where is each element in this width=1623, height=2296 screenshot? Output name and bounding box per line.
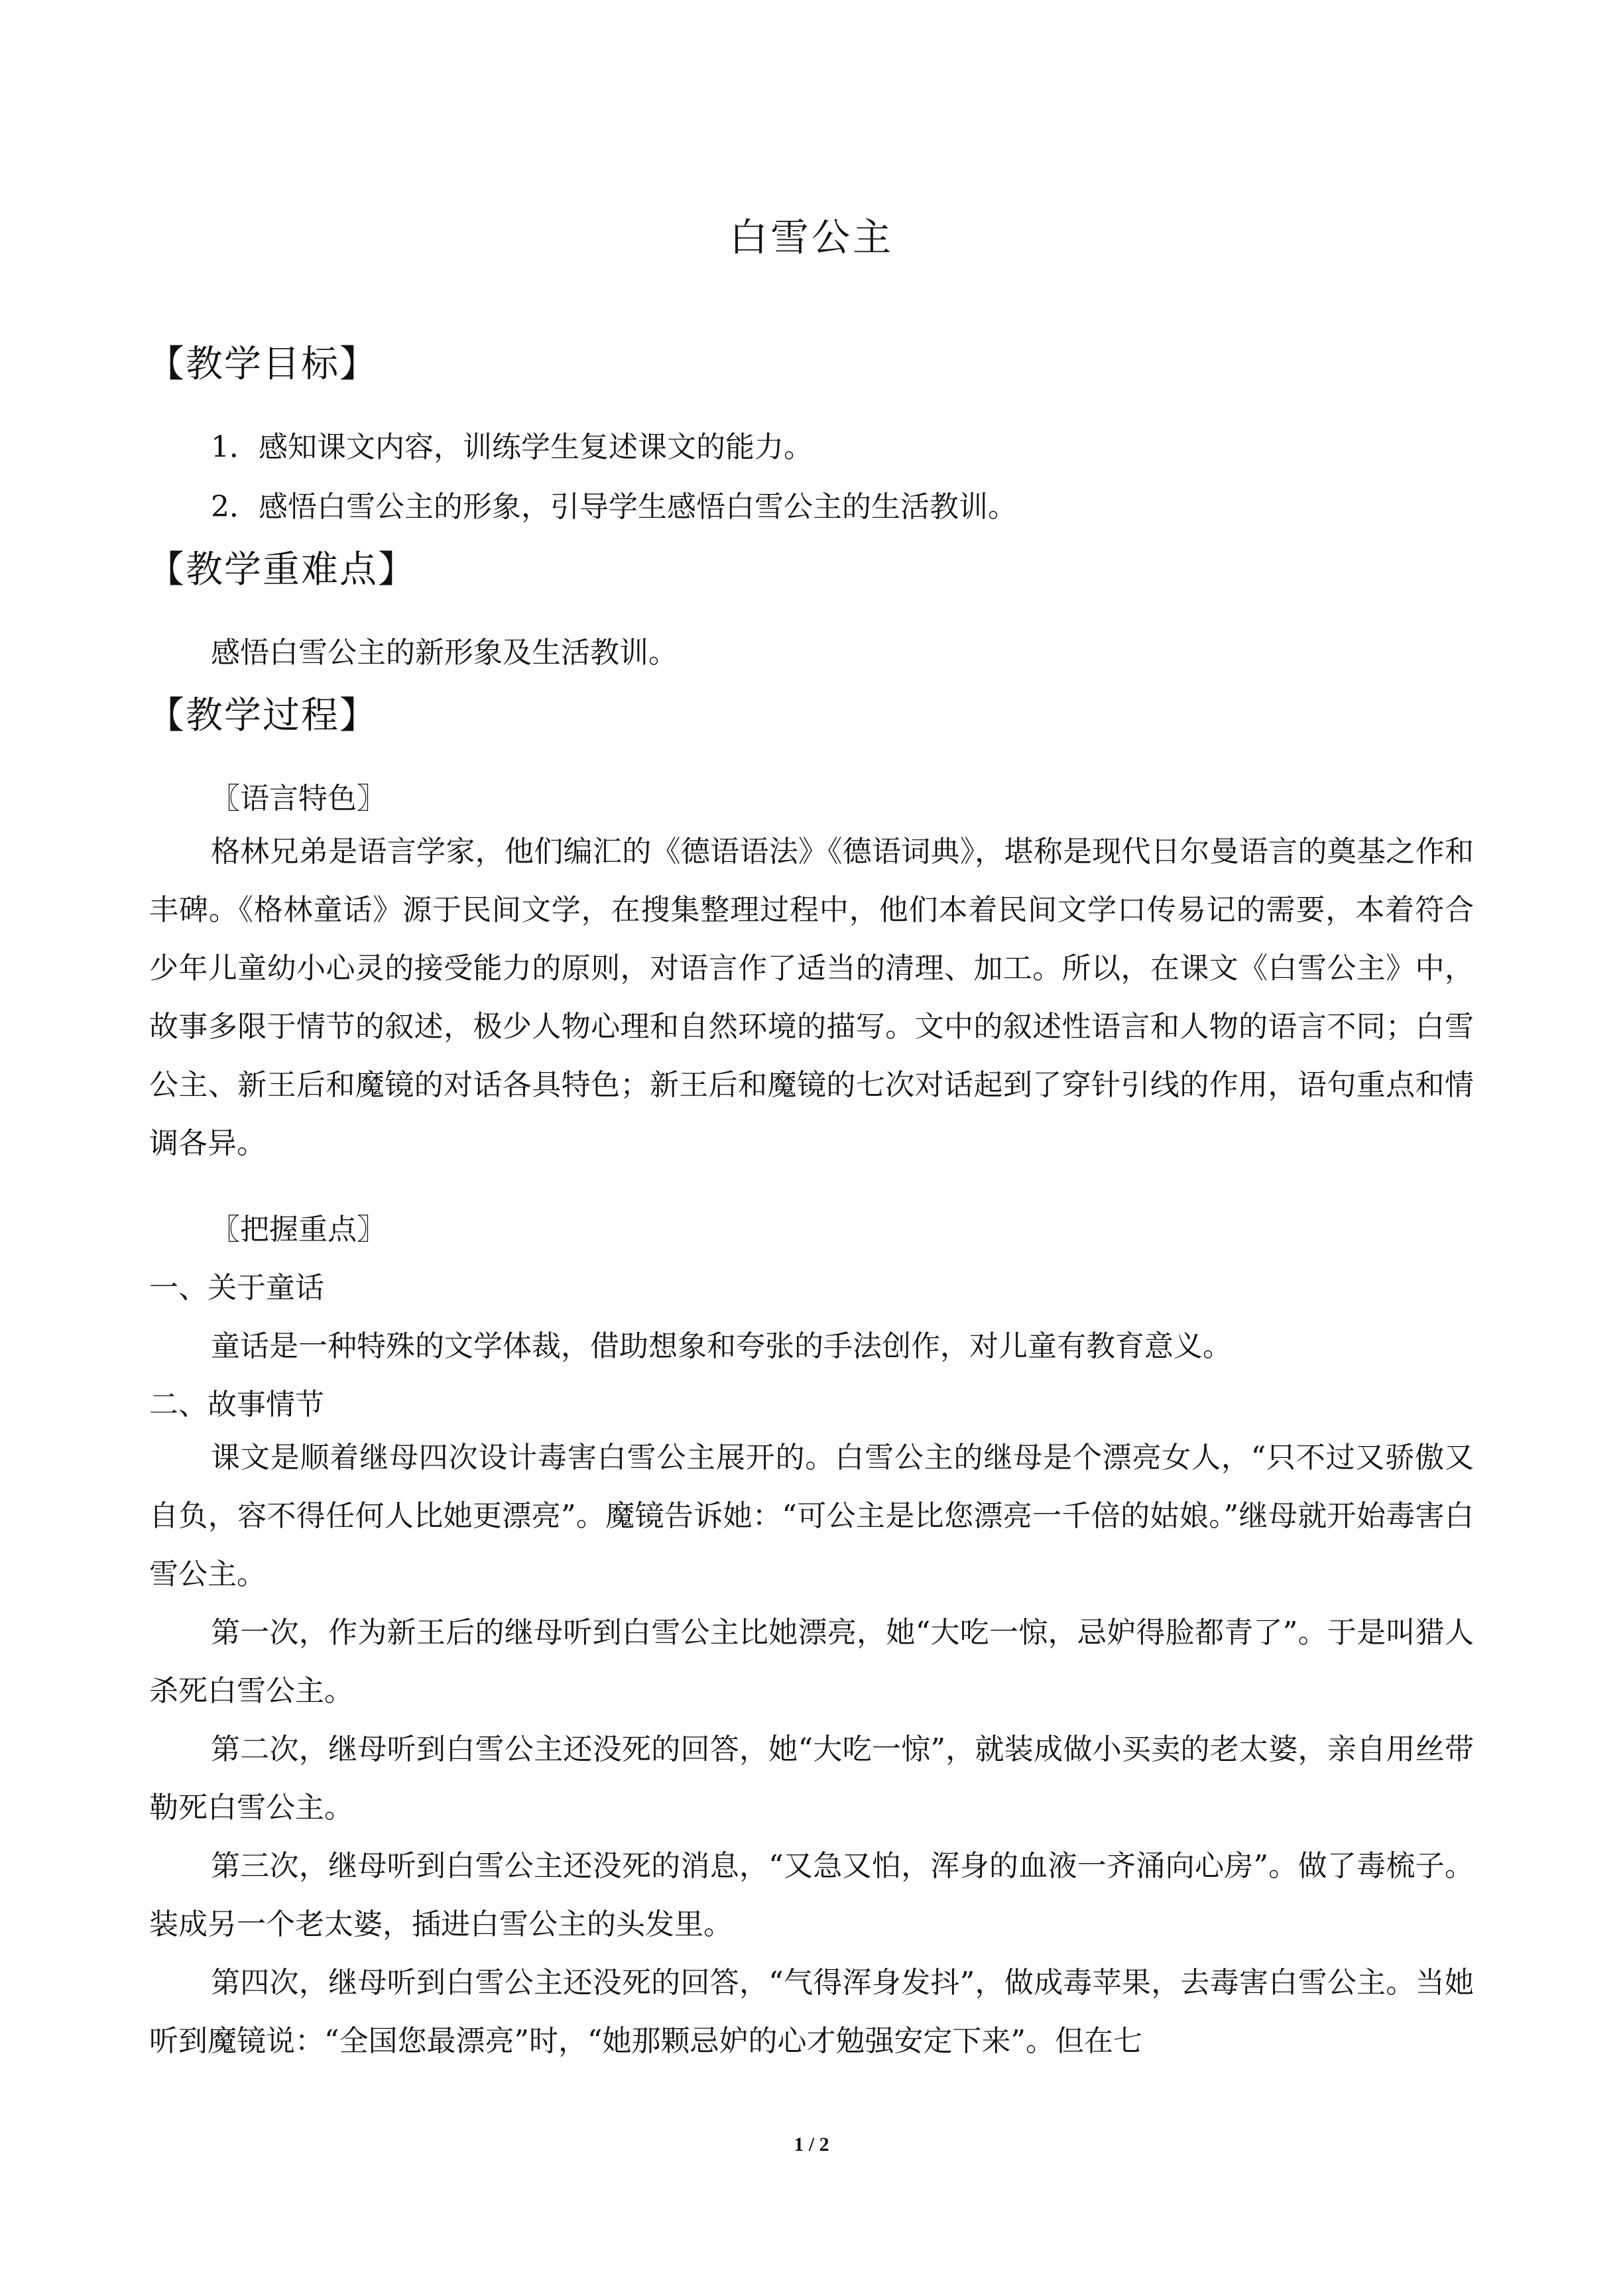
section-title-fairy-tale: 一、关于童话: [149, 1271, 324, 1305]
heading-teaching-goals: 【教学目标】: [147, 343, 378, 386]
plot-first-attempt: 第一次，作为新王后的继母听到白雪公主比她漂亮，她“大吃一惊，忌妒得脸都青了”。于是叫猎人杀死白雪公主。: [149, 1616, 1474, 1708]
fairy-tale-text: 童话是一种特殊的文学体裁，借助想象和夸张的手法创作，对儿童有教育意义。: [211, 1329, 1232, 1363]
section-title-plot: 二、故事情节: [149, 1388, 324, 1421]
focus-label: 〖把握重点〗: [211, 1213, 386, 1246]
key-difficulties-text: 感悟白雪公主的新形象及生活教训。: [211, 636, 678, 670]
language-features-paragraph: 格林兄弟是语言学家，他们编汇的《德语语法》《德语词典》，堪称是现代日尔曼语言的奠基之作和丰碑。《格林童话》源于民间文学，在搜集整理过程中，他们本着民间文学口传易记的需要，本着符合少年儿童幼小心灵的接受能力的原则，对语言作了适当的清理、加工。所以，在课文《白雪公主》中，故事多限于情节的叙述，极少人物心理和自然环境的描写。文中的叙述性语言和人物的语言不同；白雪公主、新王后和魔镜的对话各具特色；新王后和魔镜的七次对话起到了穿针引线的作用，语句重点和情调各异。: [149, 835, 1474, 1160]
plot-fourth-attempt: 第四次，继母听到白雪公主还没死的回答，“气得浑身发抖”，做成毒苹果，去毒害白雪公主。当她听到魔镜说：“全国您最漂亮”时，“她那颗忌妒的心才勉强安定下来”。但在七: [149, 1966, 1474, 2058]
plot-third-attempt: 第三次，继母听到白雪公主还没死的消息，“又急又怕，浑身的血液一齐涌向心房”。做了毒梳子。装成另一个老太婆，插进白雪公主的头发里。: [149, 1849, 1474, 1941]
language-features-label: 〖语言特色〗: [211, 782, 386, 816]
page-title: 白雪公主: [729, 215, 894, 260]
goal-item-2: 2．感悟白雪公主的形象，引导学生感悟白雪公主的生活教训。: [211, 490, 1017, 524]
heading-teaching-process: 【教学过程】: [147, 694, 378, 737]
goal-item-1: 1．感知课文内容，训练学生复述课文的能力。: [211, 430, 813, 464]
plot-intro-paragraph: 课文是顺着继母四次设计毒害白雪公主展开的。白雪公主的继母是个漂亮女人，“只不过又骄傲又自负，容不得任何人比她更漂亮”。魔镜告诉她：“可公主是比您漂亮一千倍的姑娘。”继母就开始毒害白雪公主。: [149, 1441, 1474, 1591]
page-number: 1 / 2: [794, 2134, 829, 2155]
heading-key-difficulties: 【教学重难点】: [147, 548, 416, 591]
plot-second-attempt: 第二次，继母听到白雪公主还没死的回答，她“大吃一惊”，就装成做小买卖的老太婆，亲自用丝带勒死白雪公主。: [149, 1732, 1474, 1825]
